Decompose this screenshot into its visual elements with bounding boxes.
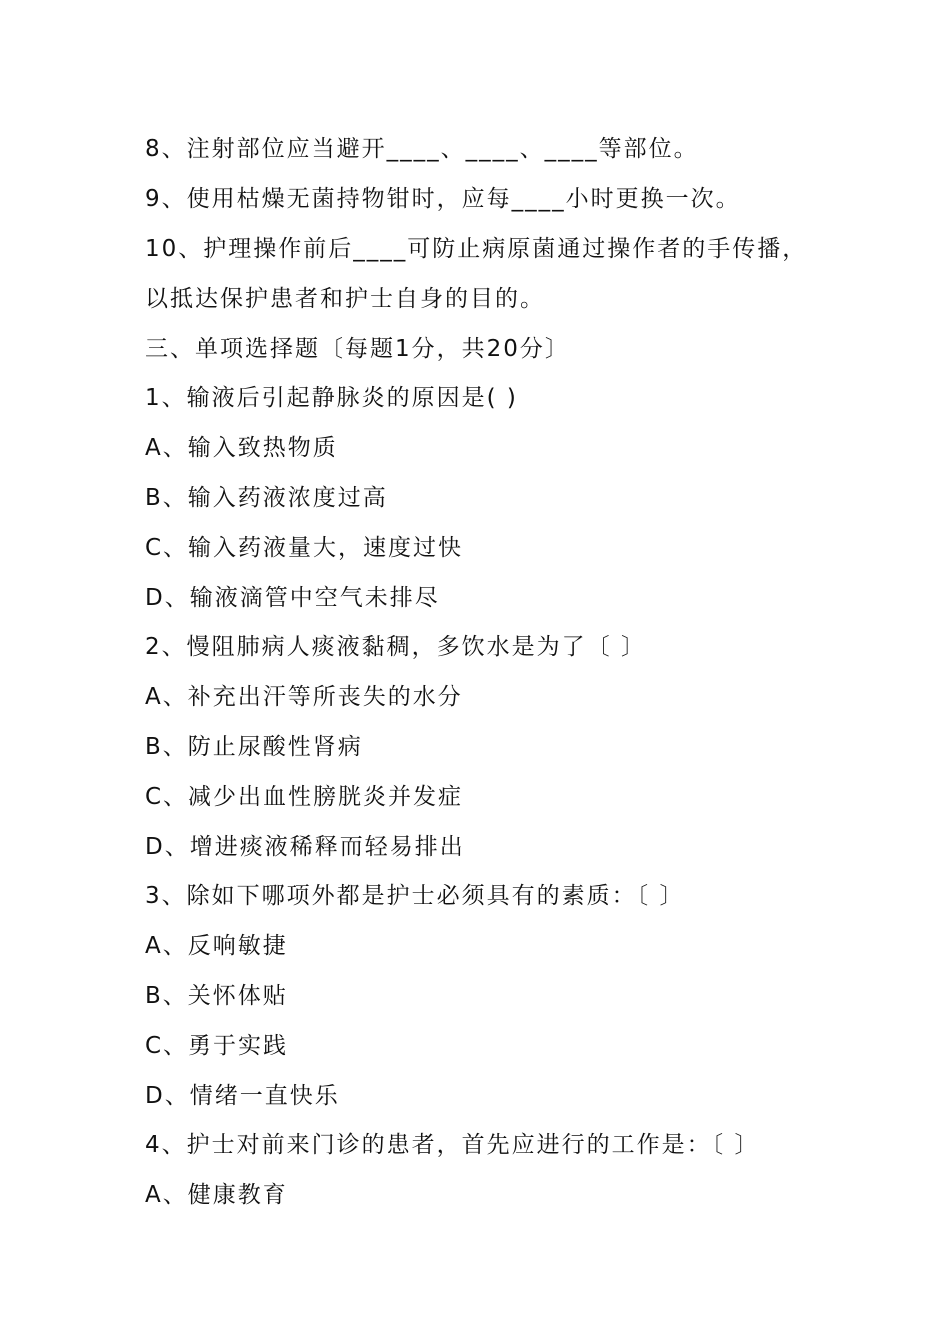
choice-question-3: 3、除如下哪项外都是护士必须具有的素质：〔 〕 (145, 883, 685, 909)
fill-blank-question-8: 8、注射部位应当避开____、____、____等部位。 (145, 136, 699, 162)
question-1-option-a: A、输入致热物质 (145, 435, 338, 461)
question-1-option-b: B、输入药液浓度过高 (145, 485, 388, 511)
question-3-option-c: C、勇于实践 (145, 1033, 289, 1059)
question-2-option-b: B、防止尿酸性肾病 (145, 734, 363, 760)
question-2-option-a: A、补充出汗等所丧失的水分 (145, 684, 463, 710)
choice-question-1: 1、输液后引起静脉炎的原因是( ) (145, 385, 518, 411)
fill-blank-question-10-continued: 以抵达保护患者和护士自身的目的。 (145, 286, 545, 312)
choice-question-4: 4、护士对前来门诊的患者，首先应进行的工作是：〔 〕 (145, 1132, 760, 1158)
fill-blank-question-10: 10、护理操作前后____可防止病原菌通过操作者的手传播， (145, 236, 808, 262)
question-2-option-c: C、减少出血性膀胱炎并发症 (145, 784, 464, 810)
question-2-option-d: D、增进痰液稀释而轻易排出 (145, 834, 465, 860)
question-3-option-d: D、情绪一直快乐 (145, 1083, 340, 1109)
section-heading: 三、单项选择题〔每题1分，共20分〕 (145, 336, 570, 362)
question-3-option-b: B、关怀体贴 (145, 983, 288, 1009)
question-3-option-a: A、反响敏捷 (145, 933, 288, 959)
question-1-option-d: D、输液滴管中空气未排尽 (145, 585, 440, 611)
question-1-option-c: C、输入药液量大，速度过快 (145, 535, 464, 561)
choice-question-2: 2、慢阻肺病人痰液黏稠，多饮水是为了〔 〕 (145, 634, 646, 660)
question-4-option-a: A、健康教育 (145, 1182, 288, 1208)
fill-blank-question-9: 9、使用枯燥无菌持物钳时，应每____小时更换一次。 (145, 186, 741, 212)
